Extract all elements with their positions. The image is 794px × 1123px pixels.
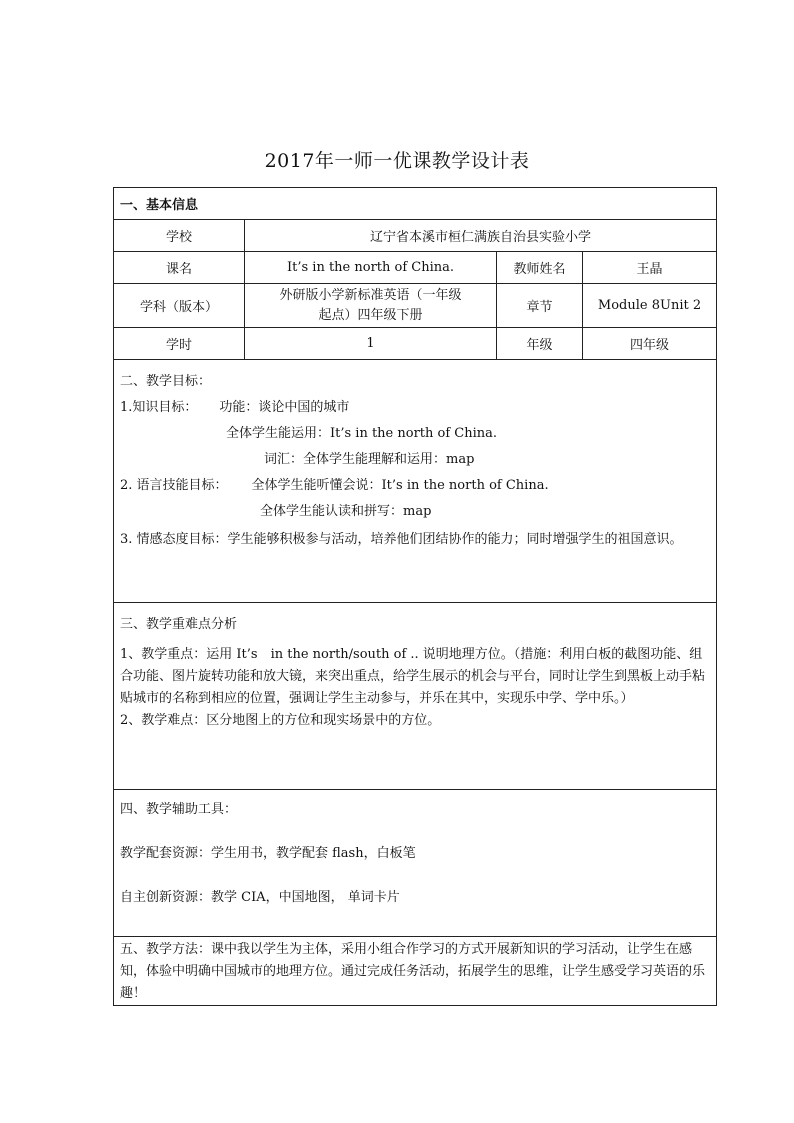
subject-row bbox=[114, 284, 717, 328]
tools-line1: 教学配套资源：学生用书，教学配套 flash，白板笔 bbox=[120, 846, 416, 861]
skill-label: 2. 语言技能目标： bbox=[120, 478, 228, 493]
document-title: 2017年一师一优课教学设计表 bbox=[264, 150, 530, 172]
course-row bbox=[114, 252, 717, 284]
grade-value: 四年级 bbox=[583, 328, 717, 360]
knowledge-line1: 功能：谈论中国的城市 bbox=[219, 400, 350, 415]
school-row bbox=[114, 220, 717, 252]
school-label: 学校 bbox=[114, 220, 245, 252]
skill-line1: 全体学生能听懂会说：It’s in the north of China. bbox=[251, 478, 549, 493]
difficult-point: 2、教学难点：区分地图上的方位和现实场景中的方位。 bbox=[120, 713, 441, 728]
analysis-row bbox=[114, 603, 717, 790]
subject-value-line1: 外研版小学新标准英语（一年级 bbox=[279, 287, 462, 303]
subject-label: 学科（版本） bbox=[114, 284, 245, 328]
subject-value-line2: 起点）四年级下册 bbox=[318, 307, 423, 323]
lesson-design-table bbox=[113, 187, 717, 1006]
chapter-label: 章节 bbox=[497, 284, 583, 328]
chapter-value: Module 8Unit 2 bbox=[583, 284, 717, 328]
tools-row bbox=[114, 790, 717, 937]
skill-line2: 全体学生能认读和拼写：map bbox=[260, 504, 432, 519]
hours-label: 学时 bbox=[114, 328, 245, 360]
objectives-header: 二、教学目标： bbox=[120, 374, 212, 389]
knowledge-line3: 词汇：全体学生能理解和运用：map bbox=[264, 452, 475, 467]
key-point: 1、教学重点：运用 It’s in the north/south of .. 说明地理方位。（措施：利用白板的截图功能、组合功能、图片旋转功能和放大镜，来突出重点，给学生展示的机会与平台，同时让学生到黑板上动手粘贴城市的名称到相应的位置，强调让学生主动参与，并乐在其中，实现乐中学、学中乐。） bbox=[120, 647, 706, 706]
objectives-section bbox=[114, 360, 717, 603]
course-value: It’s in the north of China. bbox=[245, 252, 497, 284]
teacher-value: 王晶 bbox=[583, 252, 717, 284]
attitude-objective: 3. 情感态度目标：学生能够积极参与活动，培养他们团结协作的能力；同时增强学生的祖国意识。 bbox=[120, 532, 683, 547]
knowledge-objective bbox=[120, 395, 710, 421]
grade-label: 年级 bbox=[497, 328, 583, 360]
skill-objective bbox=[120, 473, 710, 499]
hours-value: 1 bbox=[245, 328, 497, 360]
tools-header: 四、教学辅助工具： bbox=[120, 802, 238, 817]
hours-row bbox=[114, 328, 717, 360]
course-label: 课名 bbox=[114, 252, 245, 284]
analysis-header: 三、教学重难点分析 bbox=[120, 617, 238, 632]
teacher-label: 教师姓名 bbox=[497, 252, 583, 284]
analysis-section bbox=[114, 603, 717, 790]
knowledge-label: 1.知识目标： bbox=[120, 400, 198, 415]
tools-line2: 自主创新资源：教学 CIA，中国地图， 单词卡片 bbox=[120, 890, 400, 905]
methods-section: 五、教学方法：课中我以学生为主体，采用小组合作学习的方式开展新知识的学习活动，让学生在感知，体验中明确中国城市的地理方位。通过完成任务活动，拓展学生的思维，让学生感受学习英语的乐趣！ bbox=[114, 937, 717, 1006]
subject-value bbox=[245, 284, 497, 328]
objectives-row bbox=[114, 360, 717, 603]
basic-info-header: 一、基本信息 bbox=[114, 188, 717, 220]
basic-info-header-row bbox=[114, 188, 717, 220]
knowledge-line2: 全体学生能运用：It’s in the north of China. bbox=[226, 426, 498, 441]
tools-section bbox=[114, 790, 717, 937]
school-value: 辽宁省本溪市桓仁满族自治县实验小学 bbox=[245, 220, 717, 252]
methods-row bbox=[114, 937, 717, 1006]
